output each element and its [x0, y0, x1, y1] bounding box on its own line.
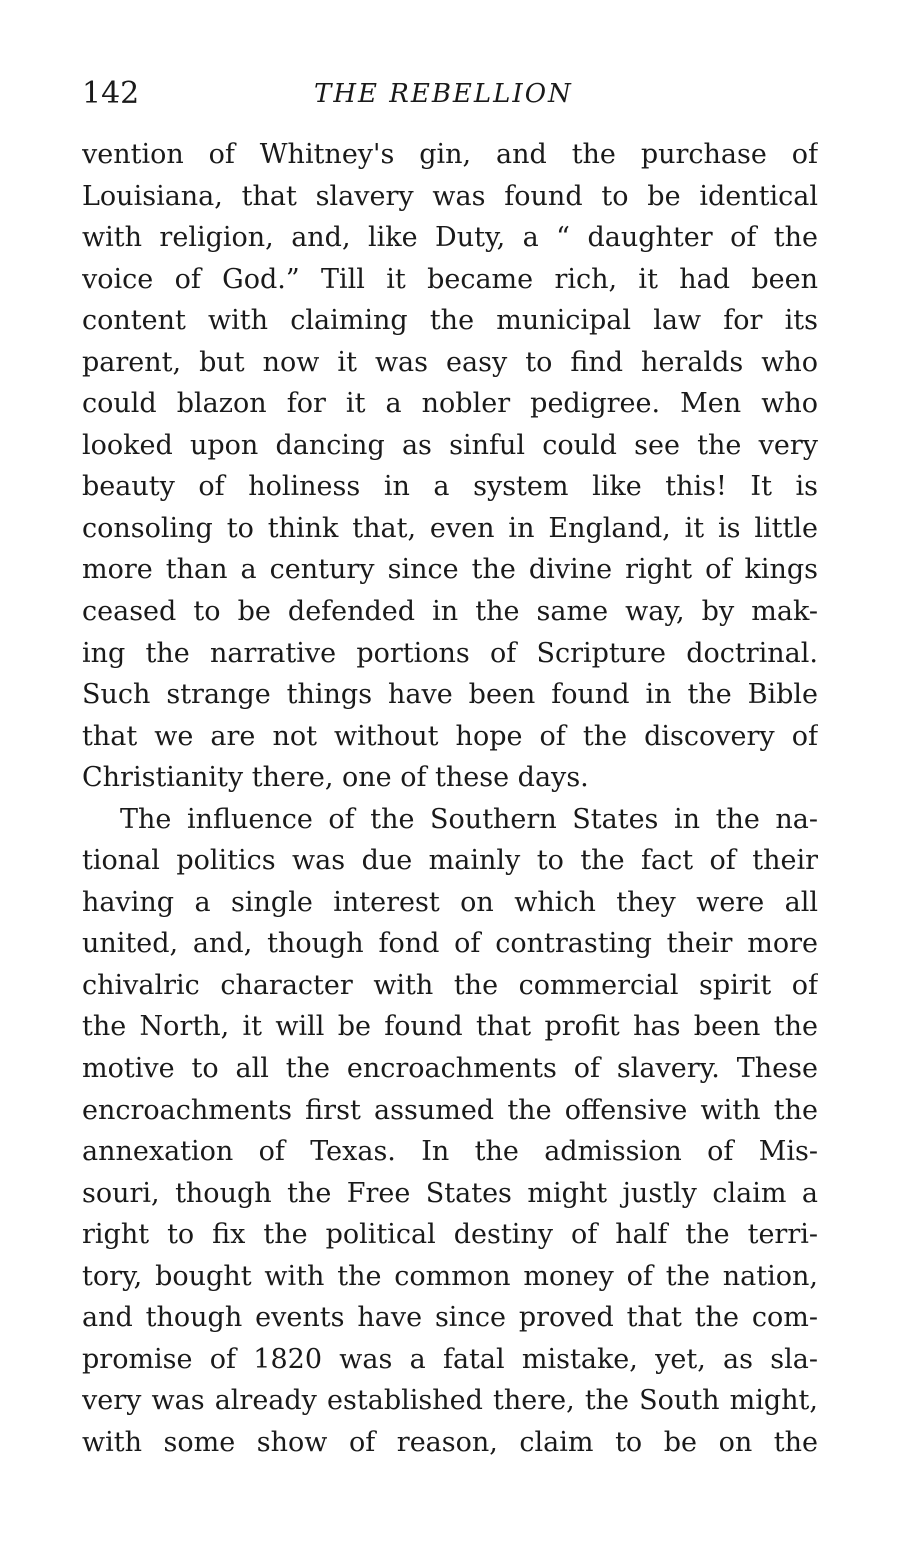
text-line: ing the narrative portions of Scripture doctrinal.: [82, 637, 818, 669]
text-line: parent, but now it was easy to find heralds who: [82, 346, 818, 378]
text-line: and though events have since proved that the com-: [82, 1302, 818, 1334]
text-line: tory, bought with the common money of the nation,: [82, 1260, 818, 1292]
body-text: [82, 134, 818, 1464]
text-line: looked upon dancing as sinful could see the very: [82, 429, 818, 461]
text-line: could blazon for it a nobler pedigree. Men who: [82, 388, 818, 420]
text-line: vention of Whitney's gin, and the purchase of: [82, 139, 818, 170]
page-number: 142: [82, 76, 140, 111]
text-line: united, and, though fond of contrasting their more: [82, 928, 818, 960]
running-head: [82, 74, 818, 114]
text-line: content with claiming the municipal law for its: [82, 305, 818, 337]
text-line: Louisiana, that slavery was found to be identical: [82, 180, 818, 212]
text-line: very was already established there, the South might,: [82, 1385, 818, 1417]
text-line: beauty of holiness in a system like this! It is: [82, 471, 818, 503]
text-line: consoling to think that, even in England, it is little: [82, 512, 818, 544]
text-line: chivalric character with the commercial spirit of: [82, 969, 818, 1001]
text-line: the North, it will be found that profit has been the: [82, 1011, 818, 1043]
text-line: promise of 1820 was a fatal mistake, yet, as sla-: [82, 1343, 818, 1375]
paragraph-first-line: The influence of the Southern States in the na-: [120, 803, 818, 835]
text-line: voice of God.” Till it became rich, it had been: [82, 263, 818, 295]
text-line: encroachments first assumed the offensive with the: [82, 1094, 818, 1126]
text-line: with some show of reason, claim to be on the: [82, 1426, 818, 1458]
text-line: souri, though the Free States might justly claim a: [82, 1177, 818, 1209]
text-line: annexation of Texas. In the admission of Mis-: [82, 1136, 818, 1168]
text-line: ceased to be defended in the same way, by mak-: [82, 596, 818, 628]
text-line: Such strange things have been found in the Bible: [82, 679, 818, 711]
running-title: THE REBELLION: [314, 79, 573, 109]
text-line: with religion, and, like Duty, a “ daughter of the: [82, 222, 818, 254]
paragraph-last-line: Christianity there, one of these days.: [82, 762, 589, 794]
text-line: more than a century since the divine right of kings: [82, 554, 818, 586]
text-line: motive to all the encroachments of slavery. These: [82, 1053, 818, 1085]
text-line: that we are not without hope of the discovery of: [82, 720, 818, 752]
text-line: tional politics was due mainly to the fact of their: [82, 845, 818, 877]
text-line: right to fix the political destiny of half the terri-: [82, 1219, 818, 1251]
text-line: having a single interest on which they were all: [82, 886, 818, 918]
